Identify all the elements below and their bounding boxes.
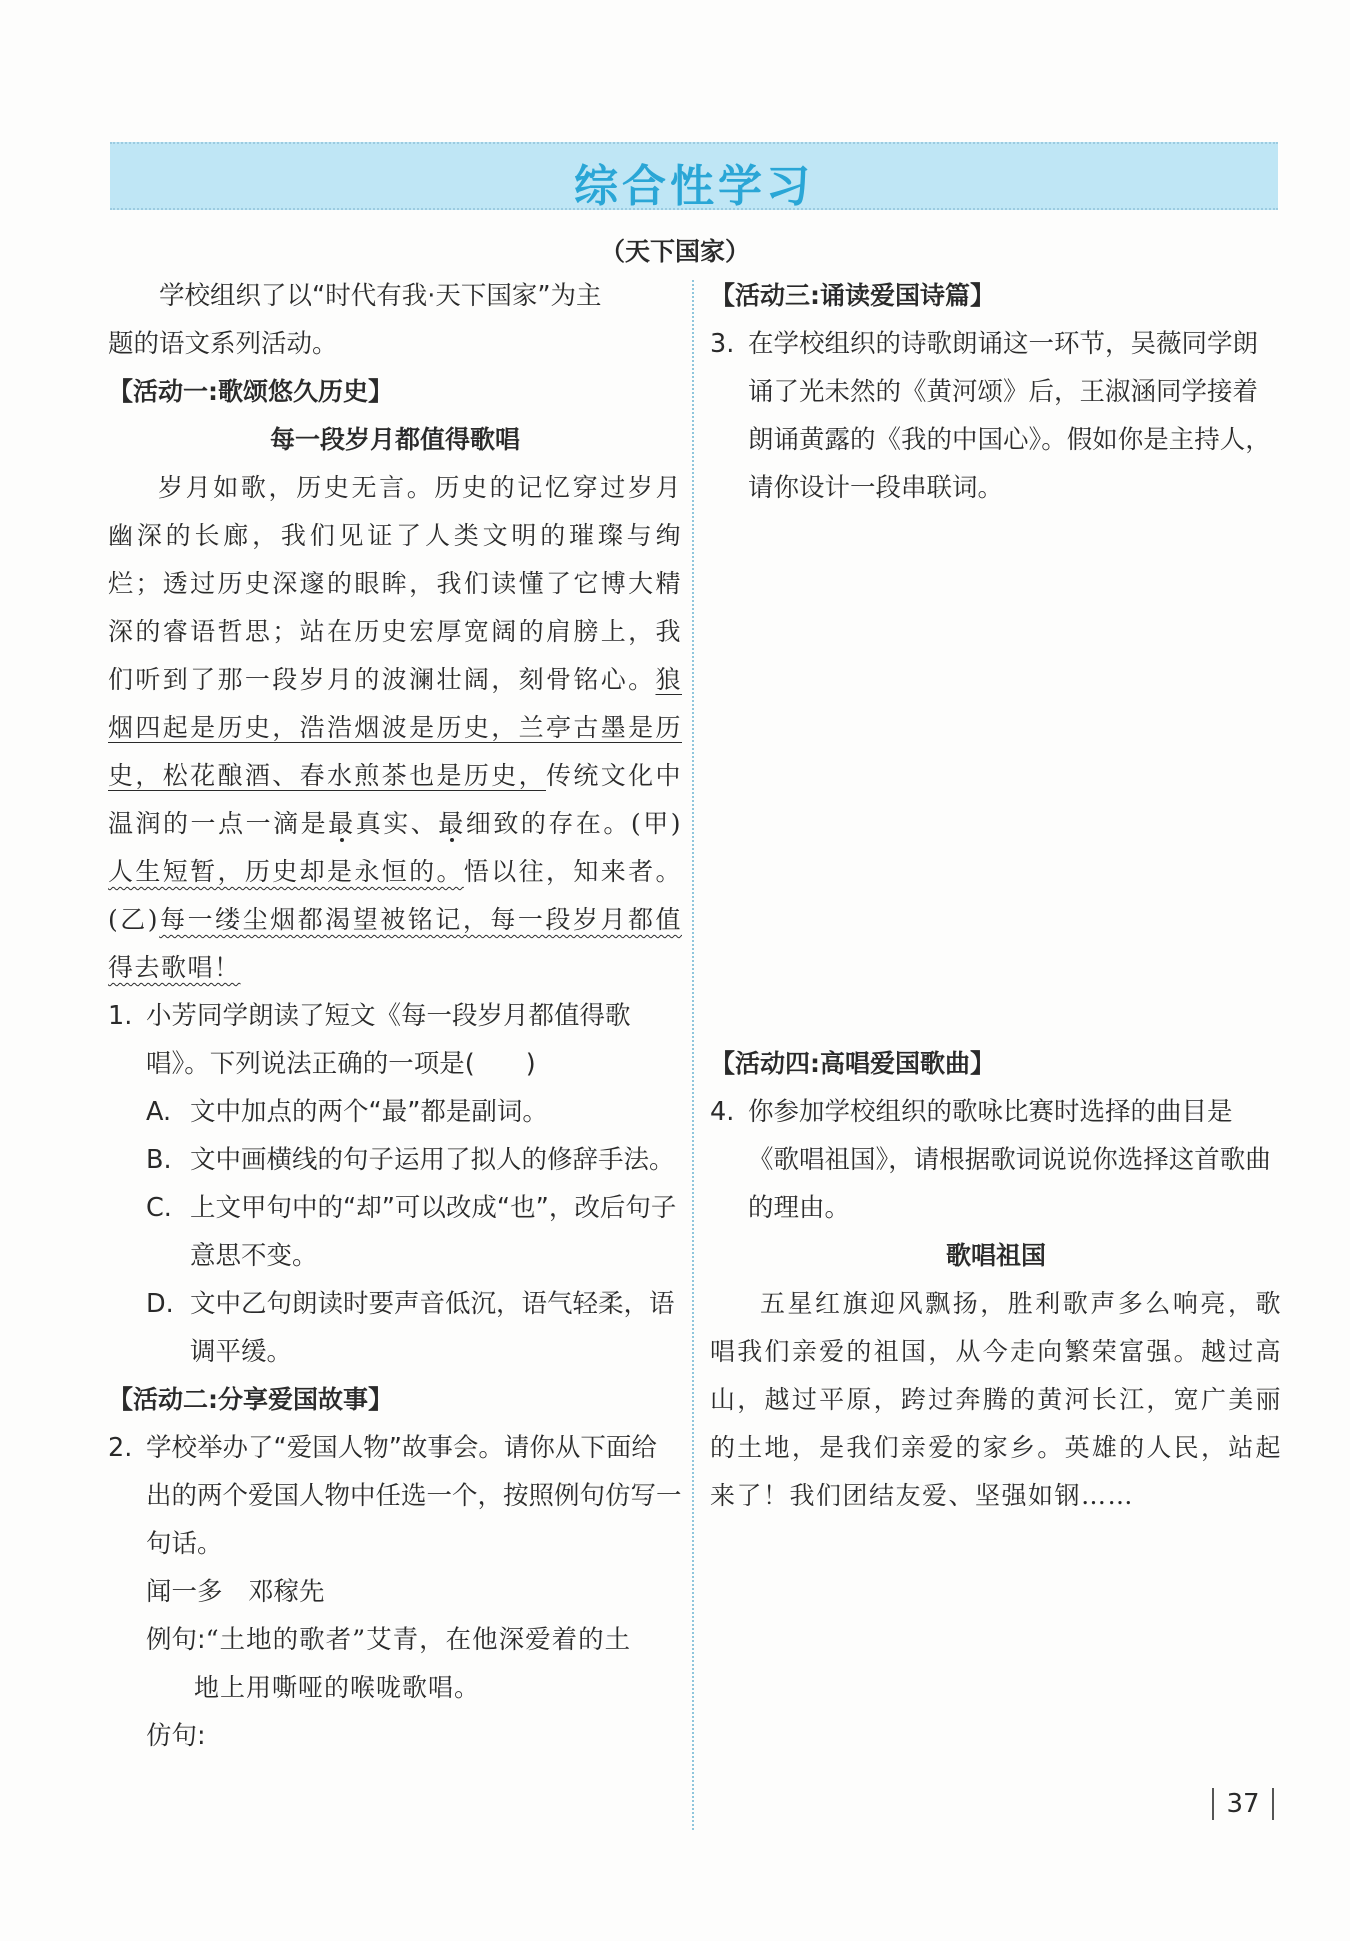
- activity-2-heading: 【活动二:分享爱国故事】: [108, 1385, 393, 1414]
- imitation-line: [108, 1712, 682, 1760]
- essay-title: 每一段岁月都值得歌唱: [269, 425, 520, 454]
- section-banner: [110, 142, 1278, 210]
- section-title: 综合性学习: [574, 161, 814, 212]
- question-text: 小芳同学朗读了短文《每一段岁月都值得歌唱》。下列说法正确的一项是( ): [146, 1001, 631, 1079]
- question-number: 3.: [710, 329, 735, 359]
- patriot-names: 闻一多 邓稼先: [146, 1577, 325, 1607]
- option-text: 上文甲句中的“却”可以改成“也”，改后句子意思不变。: [190, 1193, 677, 1271]
- option-c: [108, 1184, 682, 1280]
- question-text: 在学校组织的诗歌朗诵这一环节，吴薇同学朗诵了光未然的《黄河颂》后，王淑涵同学接着朗诵黄露的《我的中国心》。假如你是主持人，请你设计一段串联词。: [748, 329, 1271, 503]
- essay-text: 悟以往，知来者。(乙): [108, 857, 682, 934]
- activity-4-heading: 【活动四:高唱爱国歌曲】: [710, 1049, 995, 1078]
- left-column: [108, 272, 682, 1760]
- question-2: [108, 1424, 682, 1568]
- section-subtitle: （天下国家）: [599, 237, 750, 266]
- imitation-label: 仿句:: [146, 1721, 206, 1751]
- intro-line-2: 题的语文系列活动。: [108, 329, 338, 359]
- song-lyrics: 五星红旗迎风飘扬，胜利歌声多么响亮，歌唱我们亲爱的祖国，从今走向繁荣富强。越过高山，越过平原，跨过奔腾的黄河长江，宽广美丽的土地，是我们亲爱的家乡。英雄的人民，站起来了！我们团结友爱、坚强如钢……: [710, 1289, 1282, 1510]
- activity-3-heading: 【活动三:诵读爱国诗篇】: [710, 281, 995, 310]
- sentence-yi: 每一缕尘烟都渴望被铭记，每一段岁月都值得去歌唱！: [108, 905, 682, 982]
- option-b: [108, 1136, 682, 1184]
- example-label: 例句:: [146, 1625, 206, 1655]
- question-4: [710, 1088, 1282, 1232]
- dotted-word: 最: [328, 809, 356, 838]
- page-number: 37: [1208, 1784, 1278, 1824]
- option-text: 文中加点的两个“最”都是副词。: [190, 1097, 548, 1127]
- song-title: 歌唱祖国: [945, 1241, 1046, 1270]
- essay-body: [108, 464, 682, 992]
- right-column: [710, 272, 1282, 1520]
- question-text: 你参加学校组织的歌咏比赛时选择的曲目是《歌唱祖国》，请根据歌词说说你选择这首歌曲的理由。: [748, 1097, 1271, 1223]
- option-d: [108, 1280, 682, 1376]
- answer-space-3: [710, 512, 1282, 1040]
- option-key: A.: [146, 1097, 172, 1127]
- question-number: 1.: [108, 1001, 133, 1031]
- option-text: 文中画横线的句子运用了拟人的修辞手法。: [190, 1145, 675, 1175]
- option-text: 文中乙句朗读时要声音低沉，语气轻柔，语调平缓。: [190, 1289, 675, 1367]
- question-number: 2.: [108, 1433, 133, 1463]
- question-1: [108, 992, 682, 1088]
- dotted-word: 最: [438, 809, 466, 838]
- intro-line-1: 学校组织了以“时代有我·天下国家”为主: [159, 281, 602, 311]
- underlined-sentence: 狼烟四起是历史，浩浩烟波是历史，兰亭古墨是历史，松花酿酒、春水煎茶也是历史，: [108, 665, 682, 790]
- essay-text: 真实、: [355, 809, 439, 838]
- question-number: 4.: [710, 1097, 735, 1127]
- essay-text: 细致的存在。(甲): [465, 809, 682, 838]
- sentence-jia: 人生短暂，历史却是永恒的。: [108, 857, 464, 886]
- option-key: C.: [146, 1193, 172, 1223]
- option-key: D.: [146, 1289, 174, 1319]
- essay-text: 岁月如歌，历史无言。历史的记忆穿过岁月幽深的长廊，我们见证了人类文明的璀璨与绚烂；透过历史深邃的眼眸，我们读懂了它博大精深的睿语哲思；站在历史宏厚宽阔的肩膀上，我们听到了那一段岁月的波澜壮阔，刻骨铭心。: [108, 473, 682, 694]
- example-text-cont: 地上用嘶哑的喉咙歌唱。: [194, 1673, 481, 1702]
- question-text: 学校举办了“爱国人物”故事会。请你从下面给出的两个爱国人物中任选一个，按照例句仿写一句话。: [146, 1433, 682, 1559]
- essay-text: 传统文化中温润的一点一滴是: [108, 761, 682, 838]
- option-a: [108, 1088, 682, 1136]
- example-sentence: [108, 1616, 682, 1664]
- activity-1-heading: 【活动一:歌颂悠久历史】: [108, 377, 393, 406]
- option-key: B.: [146, 1145, 172, 1175]
- column-divider: [692, 280, 694, 1830]
- question-3: [710, 320, 1282, 512]
- example-text: “土地的歌者”艾青，在他深爱着的土: [205, 1625, 632, 1655]
